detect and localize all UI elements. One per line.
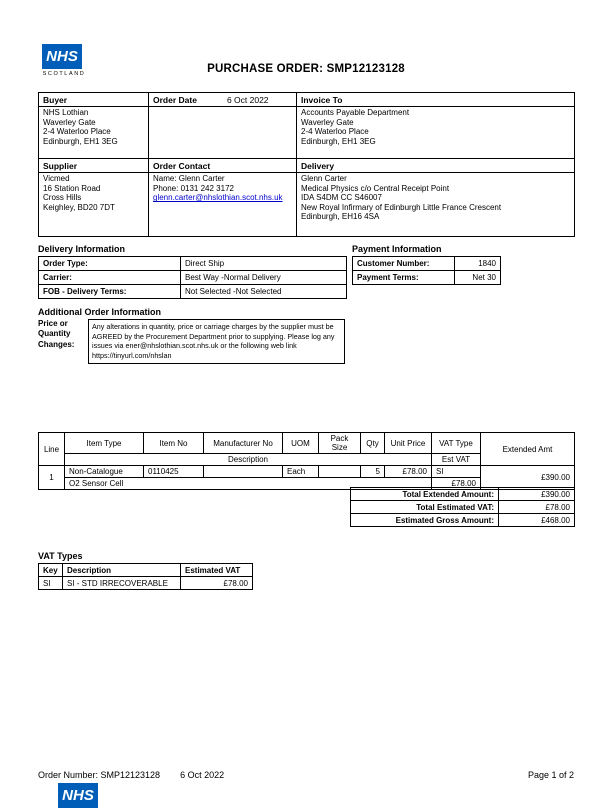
customer-number-label: Customer Number:	[353, 257, 455, 271]
invoice-to-header: Invoice To	[297, 93, 575, 107]
delivery-information-table	[38, 256, 347, 299]
vat-types-heading: VAT Types	[38, 551, 83, 561]
parties-body-row-2	[39, 173, 575, 237]
delivery-info-row	[39, 257, 347, 271]
total-row	[351, 501, 575, 514]
payment-information-table	[352, 256, 501, 285]
fob-delivery-terms-value: Not Selected -Not Selected	[181, 285, 347, 299]
delivery-information-heading: Delivery Information	[38, 244, 126, 254]
order-contact-details	[149, 173, 297, 237]
est-vat-value: £78.00	[432, 478, 481, 490]
vat-estimated-column-header: Estimated VAT	[181, 564, 253, 577]
vat-key-column-header: Key	[39, 564, 63, 577]
nhs-logo-bottom	[58, 783, 102, 808]
uom-column-header: UOM	[283, 433, 319, 454]
vat-type-column-header: VAT Type	[432, 433, 481, 454]
pack-size-value	[319, 466, 361, 478]
total-row	[351, 488, 575, 501]
price-quantity-changes-label: Price or Quantity Changes:	[38, 319, 75, 349]
supplier-header: Supplier	[39, 159, 149, 173]
qty-column-header: Qty	[361, 433, 385, 454]
payment-info-row	[353, 257, 501, 271]
carrier-value: Best Way -Normal Delivery	[181, 271, 347, 285]
order-date-empty-cell	[149, 107, 297, 159]
order-date-label: Order Date	[153, 94, 197, 105]
order-contact-header: Order Contact	[149, 159, 297, 173]
buyer-header: Buyer	[39, 93, 149, 107]
vat-types-header-row	[39, 564, 253, 577]
item-no-column-header: Item No	[144, 433, 204, 454]
description-column-header: Description	[65, 454, 432, 466]
payment-terms-label: Payment Terms:	[353, 271, 455, 285]
buyer-address: NHS Lothian Waverley Gate 2-4 Waterloo Place Edinburgh, EH1 3EG	[39, 107, 149, 159]
additional-order-information	[38, 319, 345, 364]
unit-price-value: £78.00	[385, 466, 432, 478]
line-column-header: Line	[39, 433, 65, 466]
extended-amt-value: £390.00	[481, 466, 575, 490]
qty-value: 5	[361, 466, 385, 478]
order-type-value: Direct Ship	[181, 257, 347, 271]
nhs-logo-icon: NHS	[58, 783, 98, 808]
footer-page-number: Page 1 of 2	[527, 770, 574, 780]
order-date-value: 6 Oct 2022	[226, 94, 269, 105]
item-no-value: 0110425	[144, 466, 204, 478]
parties-header-row-2	[39, 159, 575, 173]
payment-info-row	[353, 271, 501, 285]
order-type-label: Order Type:	[39, 257, 181, 271]
payment-terms-value: Net 30	[455, 271, 501, 285]
estimated-gross-amount-label: Estimated Gross Amount:	[351, 514, 499, 527]
item-type-column-header: Item Type	[65, 433, 144, 454]
vat-type-row	[39, 577, 253, 590]
fob-delivery-terms-label: FOB - Delivery Terms:	[39, 285, 181, 299]
delivery-header: Delivery	[297, 159, 575, 173]
unit-price-column-header: Unit Price	[385, 433, 432, 454]
extended-amt-column-header: Extended Amt	[481, 433, 575, 466]
item-line-number: 1	[39, 466, 65, 490]
item-row	[39, 466, 575, 478]
manufacturer-no-column-header: Manufacturer No	[204, 433, 283, 454]
total-extended-amount-value: £390.00	[499, 488, 575, 501]
carrier-label: Carrier:	[39, 271, 181, 285]
customer-number-value: 1840	[455, 257, 501, 271]
vat-estimated-value: £78.00	[181, 577, 253, 590]
vat-type-value: SI	[432, 466, 481, 478]
invoice-to-address: Accounts Payable Department Waverley Gate 2-4 Waterloo Place Edinburgh, EH1 3EG	[297, 107, 575, 159]
total-estimated-vat-label: Total Estimated VAT:	[351, 501, 499, 514]
vat-types-table	[38, 563, 253, 590]
footer-left	[38, 770, 224, 780]
parties-body-row-1	[39, 107, 575, 159]
vat-key-value: SI	[39, 577, 63, 590]
items-header-row-1	[39, 433, 575, 454]
order-date-header	[149, 93, 297, 107]
vat-description-column-header: Description	[63, 564, 181, 577]
contact-name: Name: Glenn Carter	[153, 174, 225, 183]
footer-date: 6 Oct 2022	[180, 770, 225, 780]
vat-description-value: SI - STD IRRECOVERABLE	[63, 577, 181, 590]
uom-value: Each	[283, 466, 319, 478]
estimated-gross-amount-value: £468.00	[499, 514, 575, 527]
line-items-table	[38, 432, 575, 490]
delivery-info-row	[39, 285, 347, 299]
item-type-value: Non-Catalogue	[65, 466, 144, 478]
totals-table	[350, 487, 575, 527]
pack-size-column-header: Pack Size	[319, 433, 361, 454]
est-vat-column-header: Est VAT	[432, 454, 481, 466]
supplier-address: Vicmed 16 Station Road Cross Hills Keighley, BD20 7DT	[39, 173, 149, 237]
item-description-value: O2 Sensor Cell	[65, 478, 432, 490]
delivery-info-row	[39, 271, 347, 285]
total-estimated-vat-value: £78.00	[499, 501, 575, 514]
price-quantity-changes-text: Any alterations in quantity, price or carriage charges by the supplier must be AGREED by the Procurement Department prior to supplying. Please log any issues via ener@nhslothian.scot.nhs.uk or the following web link https://tinyurl.com/nhslan	[88, 319, 345, 364]
page-title: PURCHASE ORDER: SMP12123128	[207, 63, 405, 75]
nhs-logo-scotland-label: SCOTLAND	[42, 71, 86, 77]
additional-order-information-heading: Additional Order Information	[38, 307, 161, 317]
total-row	[351, 514, 575, 527]
nhs-logo-icon: NHS	[42, 44, 82, 69]
payment-information-heading: Payment Information	[352, 244, 442, 254]
contact-email-link[interactable]: glenn.carter@nhslothian.scot.nhs.uk	[153, 193, 283, 203]
delivery-address: Glenn Carter Medical Physics c/o Central Receipt Point IDA S4DM CC S46007 New Royal Infirmary of Edinburgh Little France Crescent Edinburgh, EH16 4SA	[297, 173, 575, 237]
parties-header-row-1	[39, 93, 575, 107]
page-footer	[38, 770, 574, 780]
total-extended-amount-label: Total Extended Amount:	[351, 488, 499, 501]
footer-order-number: Order Number: SMP12123128	[38, 770, 161, 780]
parties-table	[38, 92, 575, 237]
contact-phone: Phone: 0131 242 3172	[153, 183, 234, 193]
manufacturer-no-value	[204, 466, 283, 478]
